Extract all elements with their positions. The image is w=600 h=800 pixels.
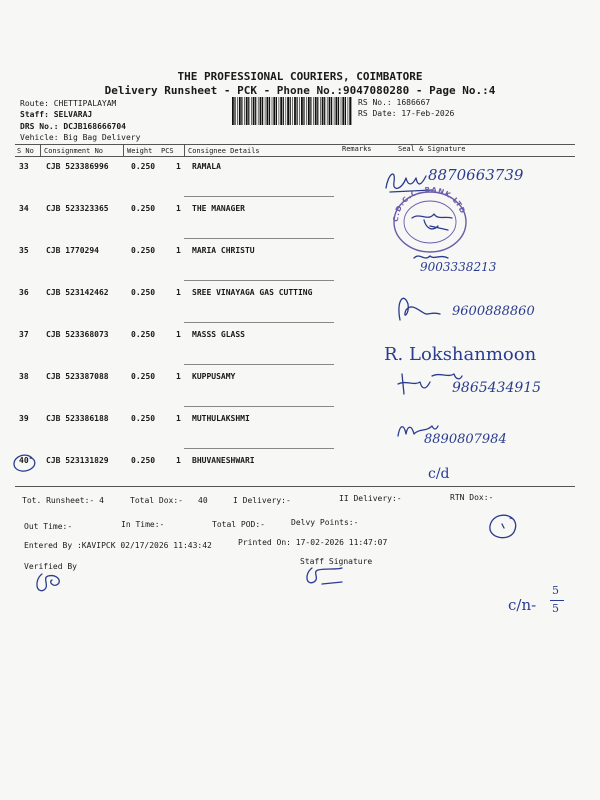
row-sno: 33 (19, 162, 29, 171)
barcode-bar (292, 97, 293, 125)
phone-33: 8870663739 (428, 166, 524, 184)
col-divider (184, 144, 185, 156)
row-sno: 35 (19, 246, 29, 255)
row-consignment: CJB 523368073 (46, 330, 109, 339)
barcode-bar (308, 97, 310, 125)
barcode-bar (349, 97, 351, 125)
barcode-bar (248, 97, 249, 125)
verified-by-label: Verified By (24, 562, 77, 571)
phone-38: 9865434915 (452, 380, 542, 396)
in-time: In Time:- (121, 520, 165, 529)
col-sno: S No (17, 147, 34, 155)
total-dox-value: 40 (198, 496, 208, 505)
barcode-bar (253, 97, 255, 125)
row-pcs: 1 (176, 162, 181, 171)
closing-top: 5 (552, 584, 559, 597)
barcode-bar (273, 97, 275, 125)
row-consignee: THE MANAGER (192, 204, 245, 213)
closing-note: c/n- (508, 596, 537, 614)
barcode-bar (348, 97, 349, 125)
barcode-bar (272, 97, 273, 125)
row-weight: 0.250 (131, 246, 156, 255)
circle-mark-icon (10, 452, 40, 474)
row-weight: 0.250 (131, 414, 156, 423)
barcode-bar (265, 97, 266, 125)
barcode-bar (313, 97, 314, 125)
barcode-bar (287, 97, 289, 125)
row-consignment: CJB 523386996 (46, 162, 109, 171)
col-pcs: PCS (161, 147, 174, 155)
barcode-bar (345, 97, 346, 125)
table-top-border (15, 144, 575, 145)
barcode-bar (276, 97, 277, 125)
delvy-points: Delvy Points:- (291, 518, 359, 527)
barcode-bar (322, 97, 324, 125)
barcode-bar (234, 97, 235, 125)
name-37: R. Lokshanmoon (384, 344, 537, 365)
barcode-bar (338, 97, 339, 125)
barcode-bar (303, 97, 304, 125)
total-dox-label: Total Dox:- (130, 496, 183, 505)
row-pcs: 1 (176, 330, 181, 339)
row-sno: 38 (19, 372, 29, 381)
row-weight: 0.250 (131, 288, 156, 297)
barcode-bar (239, 97, 241, 125)
barcode-bar (246, 97, 248, 125)
rs-number: RS No.: 1686667 (358, 98, 431, 107)
barcode-bar (306, 97, 307, 125)
note-40: c/d (428, 466, 450, 482)
row-divider (184, 406, 334, 407)
row-sno: 40 (19, 456, 29, 465)
staff-signature-icon (302, 564, 348, 590)
row-consignee: MASSS GLASS (192, 330, 245, 339)
col-seal: Seal & Signature (398, 145, 466, 153)
barcode-bar (331, 97, 332, 125)
barcode-bar (301, 97, 303, 125)
row-consignment: CJB 523131829 (46, 456, 109, 465)
barcode-bar (244, 97, 245, 125)
table-bottom-border (15, 486, 575, 487)
closing-bottom: 5 (552, 602, 559, 615)
barcode-bar (329, 97, 331, 125)
row-weight: 0.250 (131, 162, 156, 171)
col-consignment: Consignment No (44, 147, 104, 155)
row-consignee: RAMALA (192, 162, 221, 171)
barcode-bar (260, 97, 262, 125)
row-pcs: 1 (176, 414, 181, 423)
row-divider (184, 238, 334, 239)
row-pcs: 1 (176, 246, 181, 255)
fraction-bar (550, 600, 564, 601)
row-consignment: CJB 523142462 (46, 288, 109, 297)
phone-39: 8890807984 (424, 432, 507, 447)
row-consignee: MARIA CHRISTU (192, 246, 255, 255)
row-consignment: CJB 523387088 (46, 372, 109, 381)
staff-signature-label: Staff Signature (300, 557, 373, 566)
col-weight: Weight (127, 147, 153, 155)
row-divider (184, 322, 334, 323)
barcode-bar (294, 97, 296, 125)
row-consignee: BHUVANESHWARI (192, 456, 255, 465)
signature-36-icon (392, 290, 444, 324)
barcode-bar (324, 97, 325, 125)
row-consignee: SREE VINAYAGA GAS CUTTING (192, 288, 313, 297)
barcode-bar (299, 97, 300, 125)
barcode-bar (251, 97, 252, 125)
row-sno: 37 (19, 330, 29, 339)
row-pcs: 1 (176, 456, 181, 465)
barcode-bar (320, 97, 321, 125)
barcode-bar (297, 97, 298, 125)
col-divider (40, 144, 41, 156)
barcode-bar (327, 97, 328, 125)
row-divider (184, 196, 334, 197)
row-sno: 36 (19, 288, 29, 297)
phone-35: 9003338213 (420, 260, 497, 274)
rtn-dox: RTN Dox:- (450, 493, 494, 502)
entered-by: Entered By :KAVIPCK 02/17/2026 11:43:42 (24, 541, 212, 550)
row-consignee: MUTHULAKSHMI (192, 414, 250, 423)
row-pcs: 1 (176, 288, 181, 297)
barcode-bar (341, 97, 342, 125)
barcode-bar (255, 97, 256, 125)
row-consignment: CJB 523323365 (46, 204, 109, 213)
route-label: Route: CHETTIPALAYAM (20, 99, 117, 108)
row-sno: 34 (19, 204, 29, 213)
col-remarks: Remarks (342, 145, 372, 153)
barcode-bar (336, 97, 338, 125)
row-consignment: CJB 523386188 (46, 414, 109, 423)
barcode-bar (258, 97, 259, 125)
col-consignee: Consignee Details (188, 147, 260, 155)
barcode-bar (232, 97, 234, 125)
row-divider (184, 448, 334, 449)
barcode-bar (267, 97, 269, 125)
table-header-border (15, 156, 575, 157)
row-weight: 0.250 (131, 372, 156, 381)
barcode-bar (280, 97, 282, 125)
barcode-bar (310, 97, 311, 125)
barcode-bar (334, 97, 335, 125)
barcode-icon (232, 97, 352, 125)
row-sno: 39 (19, 414, 29, 423)
row-pcs: 1 (176, 204, 181, 213)
rs-date: RS Date: 17-Feb-2026 (358, 109, 455, 118)
row-weight: 0.250 (131, 456, 156, 465)
barcode-bar (315, 97, 317, 125)
out-time: Out Time:- (24, 522, 73, 531)
runsheet-title: Delivery Runsheet - PCK - Phone No.:9047080280 - Page No.:4 (104, 84, 496, 97)
signature-34-icon (408, 208, 458, 236)
staff-label: Staff: SELVARAJ (20, 110, 93, 119)
svg-text:C.D.C.C. BANK LTD: C.D.C.C. BANK LTD (391, 185, 467, 223)
row-divider (184, 364, 334, 365)
row-weight: 0.250 (131, 204, 156, 213)
barcode-bar (269, 97, 270, 125)
phone-36: 9600888860 (452, 304, 535, 319)
verified-signature-icon (32, 570, 68, 598)
barcode-bar (283, 97, 284, 125)
barcode-bar (290, 97, 291, 125)
row-pcs: 1 (176, 372, 181, 381)
circle-mark-icon (486, 512, 520, 542)
i-delivery: I Delivery:- (233, 496, 291, 505)
row-consignment: CJB 1770294 (46, 246, 99, 255)
barcode-bar (342, 97, 344, 125)
col-divider (123, 144, 124, 156)
company-name: THE PROFESSIONAL COURIERS, COIMBATORE (177, 70, 423, 83)
row-consignee: KUPPUSAMY (192, 372, 236, 381)
tot-runsheet: Tot. Runsheet:- 4 (22, 496, 104, 505)
printed-on: Printed On: 17-02-2026 11:47:07 (238, 538, 388, 547)
row-divider (184, 280, 334, 281)
barcode-bar (279, 97, 280, 125)
row-weight: 0.250 (131, 330, 156, 339)
vehicle-label: Vehicle: Big Bag Delivery (20, 133, 141, 142)
barcode-bar (317, 97, 318, 125)
total-pod: Total POD:- (212, 520, 265, 529)
barcode-bar (286, 97, 287, 125)
barcode-bar (262, 97, 263, 125)
ii-delivery: II Delivery:- (339, 494, 402, 503)
barcode-bar (237, 97, 238, 125)
barcode-bar (241, 97, 242, 125)
drs-number: DRS No.: DCJB168666704 (20, 122, 126, 131)
